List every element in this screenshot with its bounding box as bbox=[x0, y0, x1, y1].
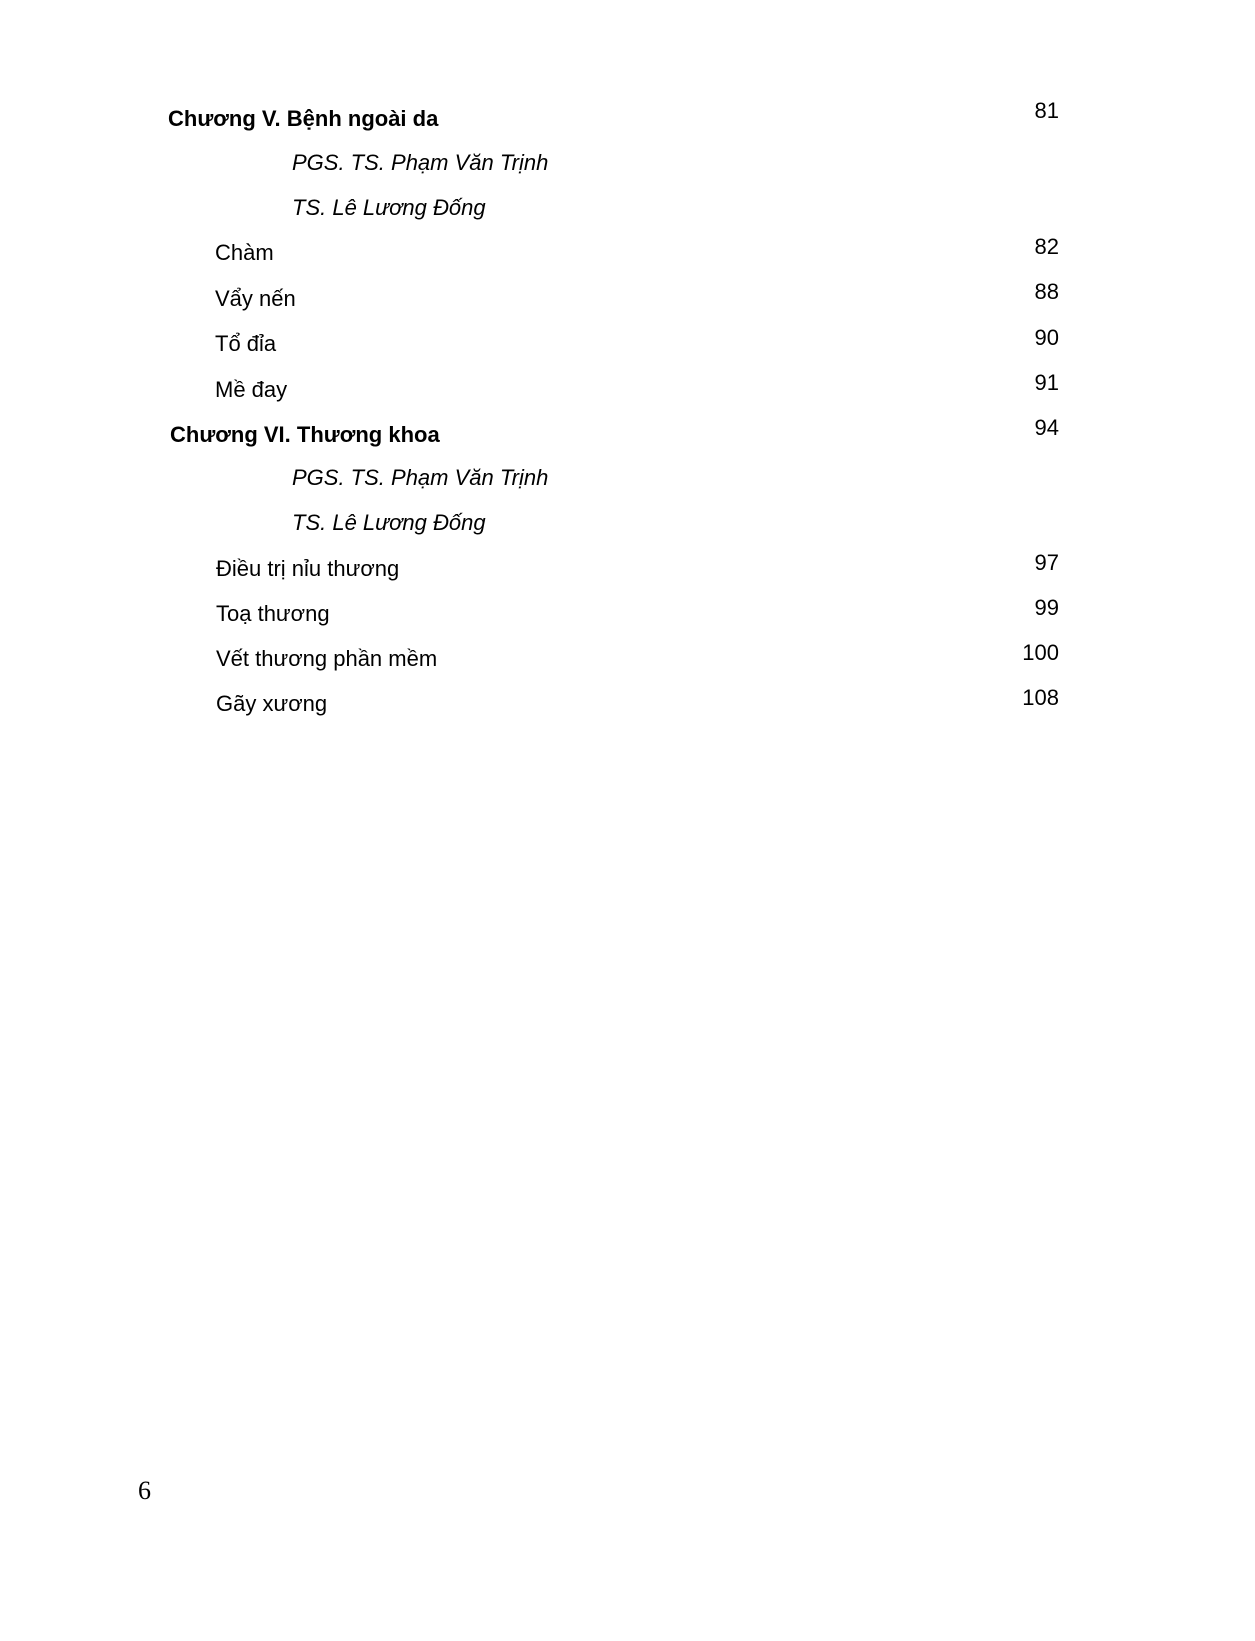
author-line: TS. Lê Lương Đống bbox=[292, 510, 486, 535]
entry-page-number: 90 bbox=[1034, 325, 1059, 350]
entry-page-number: 99 bbox=[1034, 595, 1059, 620]
entry-page-number: 82 bbox=[1034, 234, 1059, 259]
entry-page-number: 91 bbox=[1034, 370, 1059, 395]
chapter-title: Chương VI. Thương khoa bbox=[170, 422, 440, 447]
entry-page-number: 100 bbox=[1022, 640, 1059, 665]
toc-entry: Gãy xương bbox=[216, 691, 328, 716]
author-line: TS. Lê Lương Đống bbox=[292, 195, 486, 220]
toc-entry: Tổ đỉa bbox=[215, 331, 277, 356]
entry-page-number: 88 bbox=[1034, 279, 1059, 304]
entry-page-number: 108 bbox=[1022, 685, 1059, 710]
author-line: PGS. TS. Phạm Văn Trịnh bbox=[292, 465, 549, 490]
toc-entry: Điều trị nỉu thương bbox=[216, 556, 400, 581]
chapter-page-number: 81 bbox=[1034, 98, 1059, 123]
chapter-page-number: 94 bbox=[1034, 415, 1059, 440]
toc-entry: Mề đay bbox=[215, 377, 288, 402]
chapter-title: Chương V. Bệnh ngoài da bbox=[168, 106, 439, 131]
page-folio: 6 bbox=[138, 1476, 151, 1505]
toc-entry: Vẩy nến bbox=[215, 286, 296, 311]
author-line: PGS. TS. Phạm Văn Trịnh bbox=[292, 150, 549, 175]
toc-entry: Toạ thương bbox=[216, 601, 330, 626]
entry-page-number: 97 bbox=[1034, 550, 1059, 575]
toc-entry: Vết thương phần mềm bbox=[216, 646, 438, 671]
toc-entry: Chàm bbox=[215, 240, 274, 265]
